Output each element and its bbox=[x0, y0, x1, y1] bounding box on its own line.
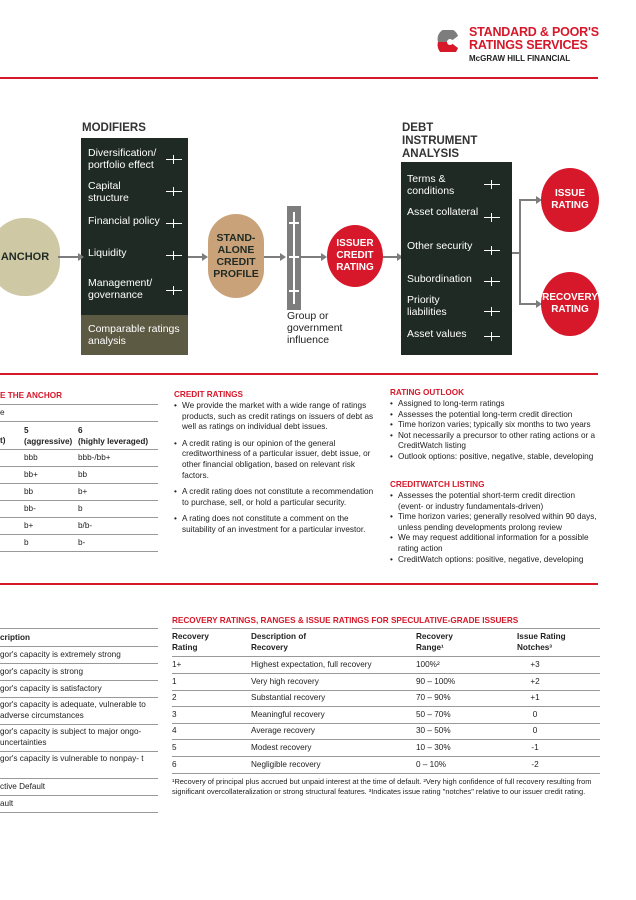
rule bbox=[0, 517, 158, 518]
credit-ratings-title: CREDIT RATINGS bbox=[174, 390, 243, 399]
desc-row: gor's capacity is extremely strong bbox=[0, 650, 121, 659]
rule bbox=[172, 673, 600, 674]
desc-row: ault bbox=[0, 799, 14, 808]
rule bbox=[172, 628, 600, 629]
rating-outlook-list bbox=[390, 399, 602, 463]
desc-header: cription bbox=[0, 633, 31, 642]
desc-row: gor's capacity is subject to major ongo- uncertainties bbox=[0, 727, 142, 747]
anchor-cell: bb bbox=[78, 470, 88, 479]
recovery-cell: 1+ bbox=[172, 660, 182, 669]
arrow-icon bbox=[188, 252, 208, 262]
debt-item: Terms & conditions bbox=[407, 173, 455, 197]
debt-item: Subordination bbox=[407, 273, 472, 285]
list-item: • Time horizon varies; typically six months to two years bbox=[390, 420, 602, 431]
desc-row: gor's capacity is adequate, vulnerable to adverse circumstances bbox=[0, 700, 146, 720]
rule bbox=[0, 534, 158, 535]
brand-name: STANDARD & POOR'S RATINGS SERVICES bbox=[469, 25, 599, 52]
plus-minus-icon bbox=[166, 191, 182, 192]
modifier-item: Management/ governance bbox=[88, 277, 153, 301]
anchor-cell: b/b- bbox=[78, 521, 93, 530]
desc-row: gor's capacity is vulnerable to nonpay- t bbox=[0, 754, 144, 763]
recovery-cell: -2 bbox=[531, 759, 539, 769]
credit-ratings-list bbox=[174, 401, 380, 536]
recovery-cell: 70 – 90% bbox=[416, 693, 451, 703]
anchor-cell: b+ bbox=[24, 521, 34, 530]
section-divider bbox=[0, 373, 598, 375]
comparable-label: Comparable ratings analysis bbox=[88, 323, 180, 347]
rule bbox=[172, 773, 600, 774]
rule bbox=[0, 500, 158, 501]
recovery-rating-circle: RECOVERY RATING bbox=[541, 272, 599, 336]
anchor-oval: ANCHOR bbox=[0, 218, 60, 296]
debt-item: Asset values bbox=[407, 328, 467, 340]
rule bbox=[172, 739, 600, 740]
recovery-cell: Substantial recovery bbox=[251, 693, 326, 703]
plus-minus-icon bbox=[484, 217, 500, 218]
recovery-cell: 5 bbox=[172, 743, 177, 752]
rule bbox=[172, 690, 600, 691]
anchor-cell: b- bbox=[78, 538, 86, 547]
anchor-section-sub: e bbox=[0, 408, 5, 417]
slider-notch bbox=[289, 256, 299, 258]
rule bbox=[0, 404, 158, 405]
arrow-icon bbox=[383, 252, 403, 262]
rule bbox=[0, 795, 158, 796]
rule bbox=[0, 551, 158, 552]
recovery-cell: +1 bbox=[530, 693, 540, 703]
plus-minus-icon bbox=[484, 250, 500, 251]
list-item: • A credit rating is our opinion of the general creditworthiness of a particular issuer, debt issue, or other financial obligation, based on relevant risk factors. bbox=[174, 439, 380, 481]
rule bbox=[172, 656, 600, 657]
modifier-item: Financial policy bbox=[88, 215, 160, 227]
branch-arrows-icon bbox=[512, 194, 542, 312]
recovery-cell: Highest expectation, full recovery bbox=[251, 660, 372, 669]
recovery-cell: 3 bbox=[172, 709, 177, 719]
recovery-cell: 0 – 10% bbox=[416, 759, 447, 769]
rule bbox=[0, 421, 158, 422]
rule bbox=[0, 812, 158, 813]
recovery-cell: 100%² bbox=[416, 660, 440, 669]
modifier-item: Diversification/ portfolio effect bbox=[88, 147, 157, 171]
rule bbox=[0, 466, 158, 467]
recovery-cell: 90 – 100% bbox=[416, 676, 456, 686]
modifiers-title: MODIFIERS bbox=[82, 122, 146, 134]
recovery-cell: Negligible recovery bbox=[251, 759, 321, 769]
recovery-cell: 30 – 50% bbox=[416, 726, 451, 736]
rating-outlook-title: RATING OUTLOOK bbox=[390, 388, 464, 397]
debt-analysis-title: DEBT INSTRUMENT ANALYSIS bbox=[402, 122, 478, 160]
sacp-oval: STAND-ALONE CREDIT PROFILE bbox=[208, 214, 264, 298]
recovery-cell: 10 – 30% bbox=[416, 743, 451, 752]
anchor-cell: bbb bbox=[24, 453, 38, 462]
anchor-cell: bb- bbox=[24, 504, 36, 513]
list-item: • Assigned to long-term ratings bbox=[390, 399, 602, 410]
debt-item: Priority liabilities bbox=[407, 294, 447, 318]
sp-logo-icon bbox=[436, 30, 464, 52]
recovery-cell: 2 bbox=[172, 693, 177, 703]
brand-subtitle: McGRAW HILL FINANCIAL bbox=[469, 54, 571, 63]
plus-minus-icon bbox=[166, 290, 182, 291]
slider-notch bbox=[289, 222, 299, 224]
recovery-col-header: Recovery Range¹ bbox=[416, 632, 453, 652]
plus-minus-icon bbox=[166, 223, 182, 224]
arrow-icon bbox=[58, 252, 84, 262]
rule bbox=[0, 778, 158, 779]
recovery-col-header: Issue Rating Notches³ bbox=[517, 632, 566, 652]
desc-row: gor's capacity is satisfactory bbox=[0, 684, 102, 693]
recovery-cell: Modest recovery bbox=[251, 743, 312, 752]
recovery-cell: 0 bbox=[532, 726, 538, 736]
rule bbox=[172, 723, 600, 724]
slider-notch bbox=[289, 290, 299, 292]
anchor-col5-header: 5 (aggressive) bbox=[24, 426, 73, 446]
recovery-cell: +3 bbox=[530, 660, 540, 669]
rule bbox=[0, 697, 158, 698]
recovery-cell: Very high recovery bbox=[251, 676, 319, 686]
recovery-cell: 1 bbox=[172, 676, 177, 686]
anchor-section-title: E THE ANCHOR bbox=[0, 391, 63, 400]
plus-minus-icon bbox=[166, 159, 182, 160]
debt-item: Asset collateral bbox=[407, 206, 479, 218]
recovery-cell: +2 bbox=[530, 676, 540, 686]
plus-minus-icon bbox=[484, 184, 500, 185]
plus-minus-icon bbox=[484, 336, 500, 337]
recovery-cell: Average recovery bbox=[251, 726, 316, 736]
recovery-cell: 0 bbox=[532, 709, 538, 719]
section-divider bbox=[0, 583, 598, 585]
plus-minus-icon bbox=[166, 255, 182, 256]
anchor-col6-header: 6 (highly leveraged) bbox=[78, 426, 149, 446]
rule bbox=[0, 751, 158, 752]
recovery-col-header: Description of Recovery bbox=[251, 632, 307, 652]
modifier-item: Liquidity bbox=[88, 247, 127, 259]
recovery-cell: Meaningful recovery bbox=[251, 709, 325, 719]
recovery-footnote: ¹Recovery of principal plus accrued but unpaid interest at the time of default. ²Very high confidence of full recovery resulting from significant overcollateralization or strong structural features. ³Indicates issue rating "notches" relative to our issuer credit rating. bbox=[172, 777, 592, 796]
list-item: • Assesses the potential short-term credit direction (event- or industry fundamentals-driven) bbox=[390, 491, 602, 512]
desc-row: ctive Default bbox=[0, 782, 46, 791]
plus-minus-icon bbox=[484, 281, 500, 282]
arrow-icon bbox=[301, 252, 327, 262]
recovery-table-title: RECOVERY RATINGS, RANGES & ISSUE RATINGS FOR SPECULATIVE-GRADE ISSUERS bbox=[172, 616, 519, 625]
anchor-col-left: t) bbox=[0, 436, 6, 445]
recovery-cell: -1 bbox=[531, 743, 539, 752]
desc-row: gor's capacity is strong bbox=[0, 667, 84, 676]
header-divider bbox=[0, 77, 598, 79]
recovery-col-header: Recovery Rating bbox=[172, 632, 209, 652]
recovery-cell: 6 bbox=[172, 759, 177, 769]
list-item: • Time horizon varies; generally resolved within 90 days, unless pending developments prolong review bbox=[390, 512, 602, 533]
rule bbox=[0, 483, 158, 484]
list-item: • We provide the market with a wide range of ratings products, such as credit ratings on issuers of debt as well as ratings on individual debt issues. bbox=[174, 401, 380, 433]
issue-rating-circle: ISSUE RATING bbox=[541, 168, 599, 232]
group-label: Group or government influence bbox=[287, 310, 343, 346]
list-item: • Assesses the potential long-term credit direction bbox=[390, 410, 602, 421]
rule bbox=[0, 680, 158, 681]
recovery-cell: 50 – 70% bbox=[416, 709, 451, 719]
modifier-item: Capital structure bbox=[88, 180, 129, 204]
anchor-cell: b bbox=[24, 538, 29, 547]
rule bbox=[0, 646, 158, 647]
anchor-cell: bb bbox=[24, 487, 34, 496]
plus-minus-icon bbox=[484, 311, 500, 312]
anchor-cell: b bbox=[78, 504, 83, 513]
anchor-cell: bb+ bbox=[24, 470, 38, 479]
issuer-credit-rating-circle: ISSUER CREDIT RATING bbox=[327, 225, 383, 287]
creditwatch-title: CREDITWATCH LISTING bbox=[390, 480, 485, 489]
rule bbox=[172, 706, 600, 707]
anchor-cell: bbb-/bb+ bbox=[78, 453, 111, 462]
rule bbox=[0, 663, 158, 664]
rule bbox=[0, 724, 158, 725]
recovery-cell: 4 bbox=[172, 726, 177, 736]
list-item: • Not necessarily a precursor to other rating actions or a CreditWatch listing bbox=[390, 431, 602, 452]
list-item: • A rating does not constitute a comment on the suitability of an investment for a particular investor. bbox=[174, 514, 380, 535]
creditwatch-list bbox=[390, 491, 602, 565]
arrow-icon bbox=[264, 252, 286, 262]
debt-item: Other security bbox=[407, 240, 473, 252]
list-item: • Outlook options: positive, negative, stable, developing bbox=[390, 452, 602, 463]
rule bbox=[0, 449, 158, 450]
rule bbox=[172, 756, 600, 757]
anchor-cell: b+ bbox=[78, 487, 88, 496]
list-item: • A credit rating does not constitute a recommendation to purchase, sell, or hold a particular security. bbox=[174, 487, 380, 508]
list-item: • We may request additional information for a possible rating action bbox=[390, 533, 602, 554]
rule bbox=[0, 628, 158, 629]
list-item: • CreditWatch options: positive, negative, developing bbox=[390, 555, 602, 566]
